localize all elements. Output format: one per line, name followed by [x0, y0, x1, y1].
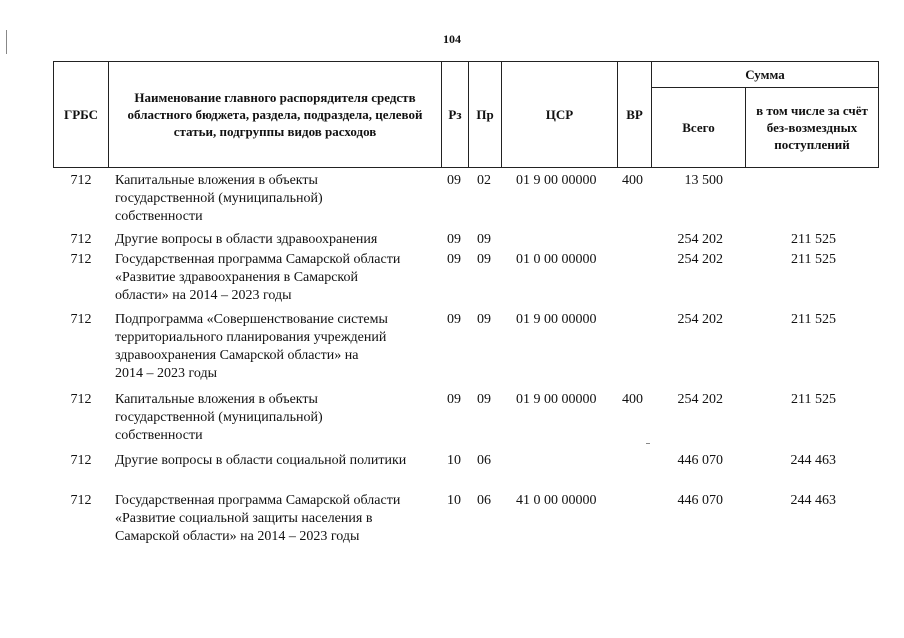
cell-pr: 06 — [477, 493, 491, 508]
cell-incl: 211 525 — [791, 232, 836, 247]
page-number: 104 — [443, 32, 461, 46]
cell-name: Государственная программа Самарской области «Развитие социальной защиты населения в Самарской области» на 2014 – 2023 годы — [115, 493, 401, 544]
header-grbs: ГРБС — [53, 61, 109, 168]
header-vr: ВР — [617, 61, 652, 168]
cell-total: 446 070 — [677, 453, 723, 468]
cell-incl: 211 525 — [791, 312, 836, 327]
cell-total: 254 202 — [677, 312, 723, 327]
cell-grbs: 712 — [70, 252, 92, 267]
cell-pr: 06 — [477, 453, 491, 468]
cell-csr: 01 0 00 00000 — [516, 252, 597, 267]
header-name: Наименование главного распорядителя средств областного бюджета, раздела, подраздела, целевой статьи, подгруппы видов расходов — [108, 61, 442, 168]
cell-rz: 09 — [447, 392, 461, 407]
cell-rz: 09 — [447, 173, 461, 188]
header-pr: Пр — [468, 61, 502, 168]
cell-rz: 09 — [447, 252, 461, 267]
cell-grbs: 712 — [70, 453, 92, 468]
cell-vr: 400 — [622, 173, 643, 188]
cell-csr: 01 9 00 00000 — [516, 392, 597, 407]
cell-csr: 41 0 00 00000 — [516, 493, 597, 508]
cell-grbs: 712 — [70, 493, 92, 508]
cell-name: Государственная программа Самарской области «Развитие здравоохранения в Самарской области» на 2014 – 2023 годы — [115, 252, 401, 303]
cell-name: Другие вопросы в области здравоохранения — [115, 232, 378, 247]
cell-rz: 09 — [447, 312, 461, 327]
scan-edge-mark — [6, 30, 7, 54]
cell-grbs: 712 — [70, 312, 92, 327]
cell-name: Подпрограмма «Совершенствование системы территориального планирования учреждений здравоохранения Самарской области» на 2014 – 2023 годы — [115, 312, 388, 381]
cell-total: 13 500 — [684, 173, 723, 188]
cell-rz: 10 — [447, 493, 461, 508]
cell-pr: 09 — [477, 232, 491, 247]
cell-grbs: 712 — [70, 392, 92, 407]
cell-rz: 10 — [447, 453, 461, 468]
cell-grbs: 712 — [70, 232, 92, 247]
header-sum: Сумма — [651, 61, 879, 88]
cell-grbs: 712 — [70, 173, 92, 188]
header-csr: ЦСР — [501, 61, 618, 168]
cell-pr: 09 — [477, 392, 491, 407]
cell-incl: 244 463 — [790, 493, 836, 508]
header-rz: Рз — [441, 61, 469, 168]
cell-vr: 400 — [622, 392, 643, 407]
cell-name: Капитальные вложения в объекты государственной (муниципальной) собственности — [115, 392, 323, 443]
cell-total: 446 070 — [677, 493, 723, 508]
cell-pr: 09 — [477, 312, 491, 327]
cell-name: Другие вопросы в области социальной политики — [115, 453, 407, 468]
cell-incl: 211 525 — [791, 392, 836, 407]
cell-csr: 01 9 00 00000 — [516, 173, 597, 188]
cell-total: 254 202 — [677, 252, 723, 267]
scan-dash-mark — [646, 443, 650, 444]
cell-total: 254 202 — [677, 392, 723, 407]
cell-csr: 01 9 00 00000 — [516, 312, 597, 327]
cell-pr: 09 — [477, 252, 491, 267]
header-total: Всего — [651, 87, 746, 168]
cell-rz: 09 — [447, 232, 461, 247]
cell-incl: 211 525 — [791, 252, 836, 267]
cell-total: 254 202 — [677, 232, 723, 247]
cell-name: Капитальные вложения в объекты государственной (муниципальной) собственности — [115, 173, 323, 224]
cell-pr: 02 — [477, 173, 491, 188]
cell-incl: 244 463 — [790, 453, 836, 468]
header-incl: в том числе за счёт без-возмездных поступлений — [745, 87, 879, 168]
